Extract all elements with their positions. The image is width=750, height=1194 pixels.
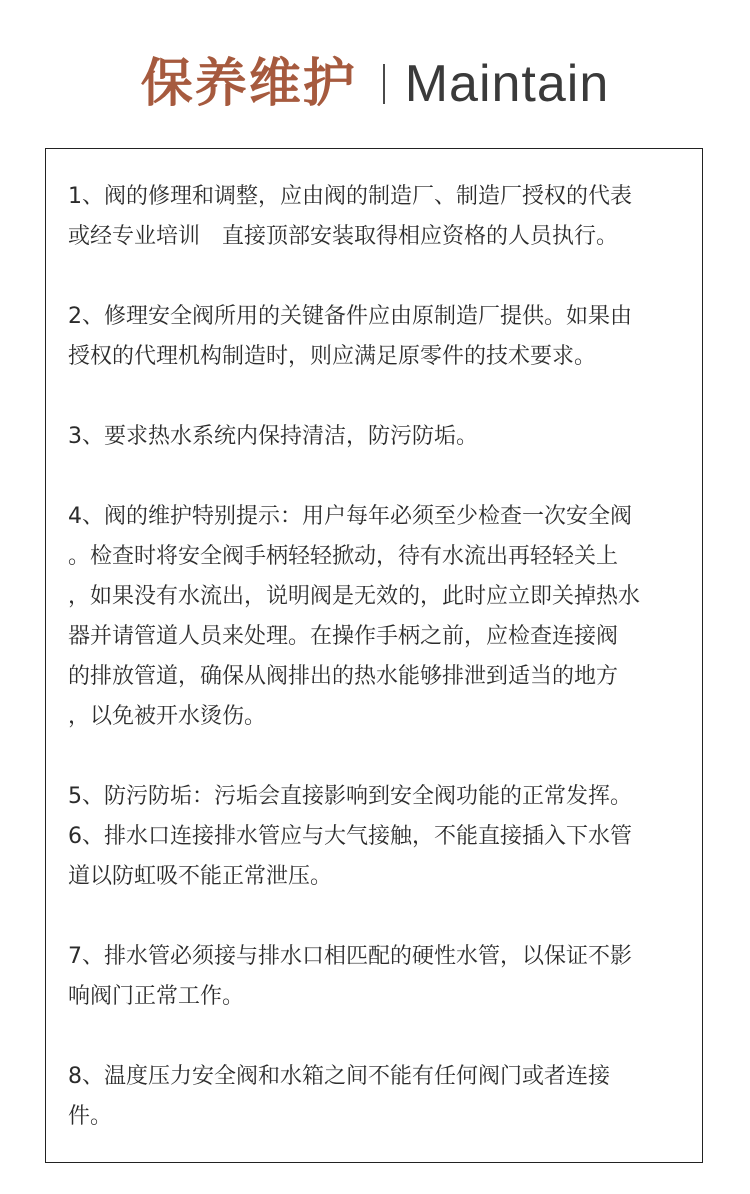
title-english: Maintain: [404, 55, 610, 113]
maintenance-item-3: 3、要求热水系统内保持清洁，防污防垢。: [68, 424, 478, 449]
maintenance-item-5-6: 5、防污防垢：污垢会直接影响到安全阀功能的正常发挥。 6、排水口连接排水管应与大气接触，不能直接插入下水管 道以防虹吸不能正常泄压。: [68, 784, 632, 889]
maintenance-item-2: 2、修理安全阀所用的关键备件应由原制造厂提供。如果由 授权的代理机构制造时，则应满足原零件的技术要求。: [68, 304, 632, 369]
title-chinese: 保养维护: [140, 54, 357, 114]
title-divider: [383, 64, 385, 104]
maintenance-item-1: 1、阀的修理和调整，应由阀的制造厂、制造厂授权的代表 或经专业培训 直接顶部安装取得相应资格的人员执行。: [68, 184, 632, 249]
maintenance-content-box: [45, 148, 703, 1163]
maintenance-item-8: 8、温度压力安全阀和水箱之间不能有任何阀门或者连接 件。: [68, 1064, 610, 1129]
maintenance-item-4: 4、阀的维护特别提示：用户每年必须至少检查一次安全阀 。检查时将安全阀手柄轻轻掀动，待有水流出再轻轻关上 ，如果没有水流出，说明阀是无效的，此时应立即关掉热水 器并请管道人员来处理。在操作手柄之前，应检查连接阀 的排放管道，确保从阀排出的热水能够排泄到适当的地方 ，以免被开水烫伤。: [68, 504, 641, 729]
maintenance-item-7: 7、排水管必须接与排水口相匹配的硬性水管，以保证不影 响阀门正常工作。: [68, 944, 632, 1009]
page-header: [0, 44, 750, 124]
